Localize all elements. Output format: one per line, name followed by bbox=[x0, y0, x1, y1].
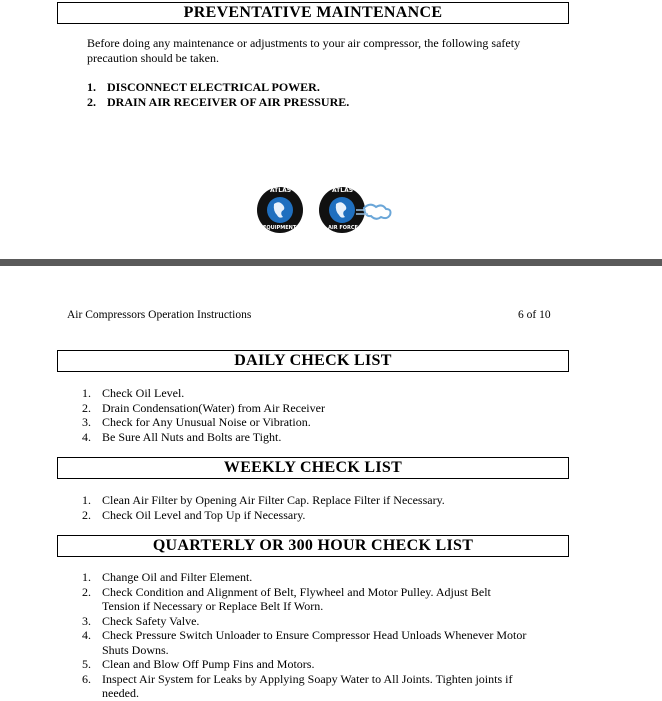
logo-left-text: ATLAS bbox=[270, 187, 292, 194]
quarterly-check-list bbox=[82, 570, 527, 701]
weekly-check-list-heading: WEEKLY CHECK LIST bbox=[57, 457, 569, 479]
quarterly-check-list-heading: QUARTERLY OR 300 HOUR CHECK LIST bbox=[57, 535, 569, 557]
list-item: 5. Clean and Blow Off Pump Fins and Motors. bbox=[82, 657, 315, 671]
list-item: 1. Check Oil Level. bbox=[82, 386, 185, 400]
daily-check-list bbox=[82, 386, 562, 444]
logo-left-subtext: EQUIPMENT bbox=[263, 225, 297, 231]
preventative-maintenance-heading: PREVENTATIVE MAINTENANCE bbox=[57, 2, 569, 24]
list-item: 2. Drain Condensation(Water) from Air Receiver bbox=[82, 400, 325, 415]
list-item: 1. Change Oil and Filter Element. bbox=[82, 570, 253, 584]
page-divider bbox=[0, 259, 662, 266]
page-number: 6 of 10 bbox=[518, 309, 551, 321]
list-item: 4. Check Pressure Switch Unloader to Ensure Compressor Head Unloads Whenever Motor Shuts Downs. bbox=[82, 628, 527, 657]
list-item: 2. Check Condition and Alignment of Belt, Flywheel and Motor Pulley. Adjust Belt Tension if Necessary or Replace Belt If Worn. bbox=[82, 584, 491, 613]
running-header-title: Air Compressors Operation Instructions bbox=[67, 309, 252, 321]
logo-right-subtext: AIR FORCE bbox=[328, 225, 358, 231]
atlas-logos bbox=[256, 184, 406, 236]
daily-check-list-heading: DAILY CHECK LIST bbox=[57, 350, 569, 372]
list-item: 1. DISCONNECT ELECTRICAL POWER. bbox=[87, 80, 320, 94]
list-item: 4. Be Sure All Nuts and Bolts are Tight. bbox=[82, 429, 282, 444]
safety-steps-list bbox=[87, 80, 547, 110]
list-item: 2. DRAIN AIR RECEIVER OF AIR PRESSURE. bbox=[87, 95, 350, 109]
logo-right-text: ATLAS bbox=[332, 187, 354, 194]
list-item: 1. Clean Air Filter by Opening Air Filter Cap. Replace Filter if Necessary. bbox=[82, 493, 445, 507]
list-item: 2. Check Oil Level and Top Up if Necessary. bbox=[82, 507, 306, 522]
list-item: 6. Inspect Air System for Leaks by Applying Soapy Water to All Joints. Tighten joints if needed. bbox=[82, 671, 513, 700]
safety-intro-text: Before doing any maintenance or adjustments to your air compressor, the following safety precaution should be taken. bbox=[87, 36, 521, 65]
list-item: 3. Check for Any Unusual Noise or Vibration. bbox=[82, 415, 311, 429]
weekly-check-list bbox=[82, 493, 562, 522]
list-item: 3. Check Safety Valve. bbox=[82, 613, 200, 628]
